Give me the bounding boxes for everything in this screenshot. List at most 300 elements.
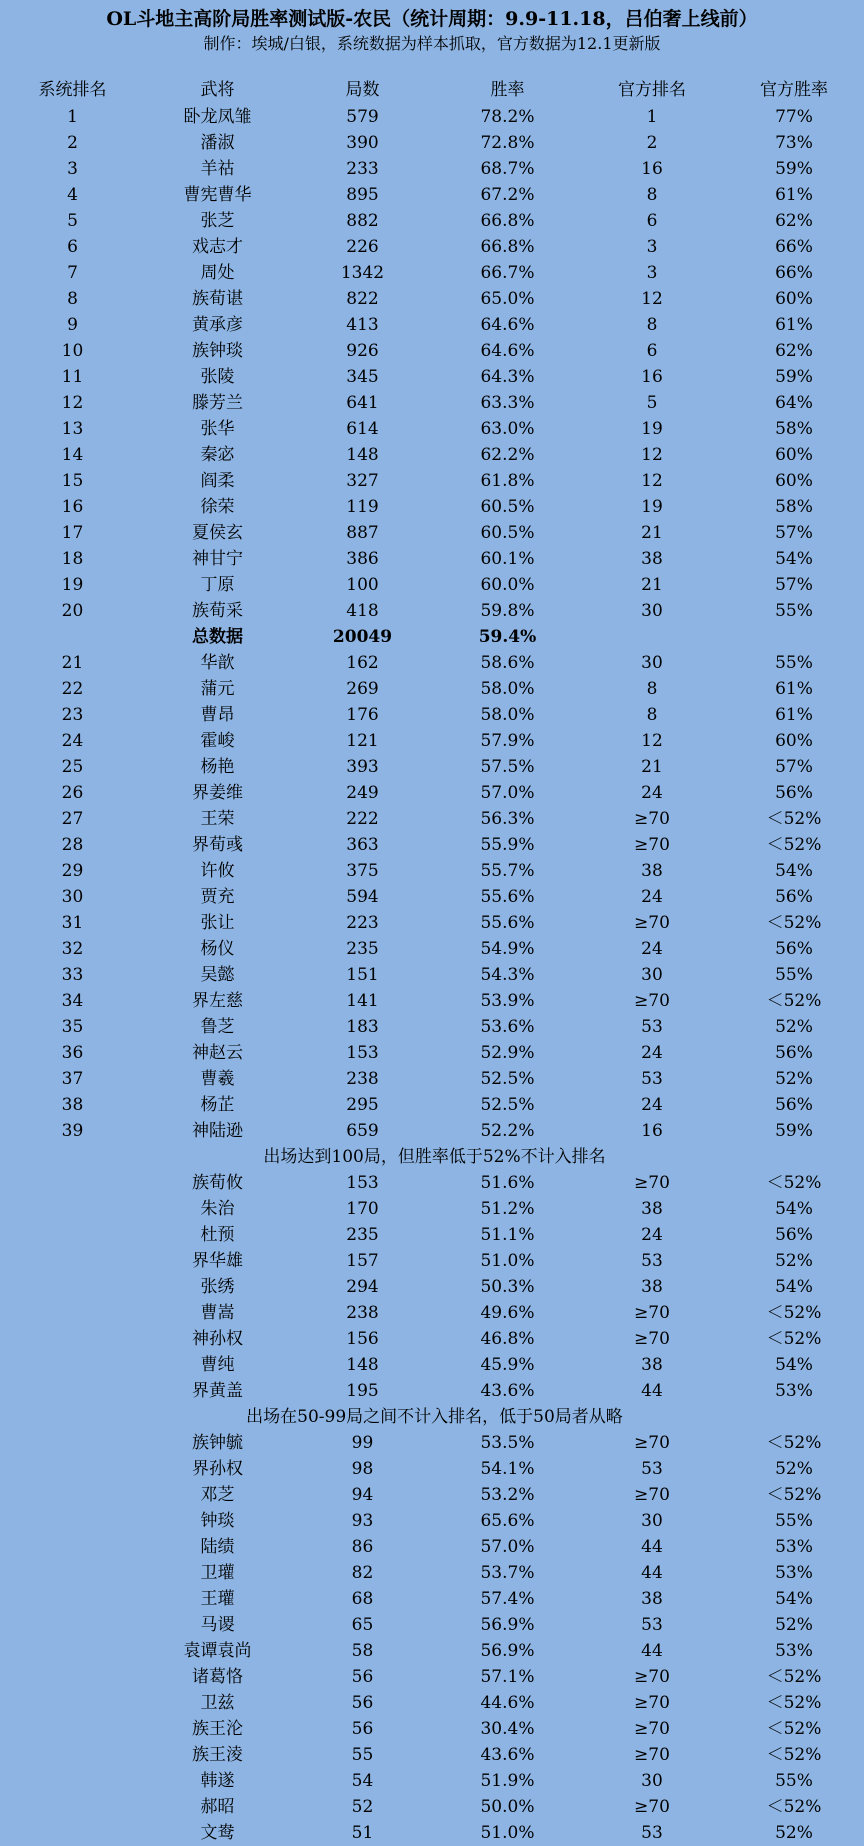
hero-cell: 丁原 [200,575,235,595]
official-rank-cell: 24 [641,887,663,907]
official-rank-cell: 53 [641,1823,663,1843]
official-winrate-cell: 58% [775,497,813,517]
winrate-cell: 65.6% [480,1511,535,1531]
games-cell: 58 [351,1641,374,1661]
table-row [0,1742,864,1768]
hero-cell: 陆绩 [200,1537,235,1557]
official-rank-cell: 16 [641,159,663,179]
hero-cell: 神陆逊 [192,1121,243,1141]
table-row [0,936,864,962]
games-cell: 99 [351,1433,374,1453]
official-rank-cell: 44 [641,1381,663,1401]
rank-cell: 5 [67,211,78,231]
rank-cell [0,1196,145,1222]
rank-cell: 19 [61,575,84,595]
winrate-cell: 57.1% [480,1667,535,1687]
rank-cell: 31 [61,913,84,933]
winrate-cell: 72.8% [480,133,535,153]
table-row [0,754,864,780]
table-row [0,988,864,1014]
winrate-cell: 51.0% [480,1251,535,1271]
hero-cell: 曹羲 [200,1069,235,1089]
official-winrate-cell: 61% [775,679,813,699]
low-winrate-rows [0,1170,864,1404]
official-winrate-cell: 52% [775,1459,813,1479]
official-winrate-cell: 53% [775,1381,813,1401]
rank-cell: 23 [61,705,84,725]
games-cell: 295 [346,1095,379,1115]
rank-cell: 35 [61,1017,84,1037]
winrate-cell: 64.6% [480,315,535,335]
official-winrate-cell: 54% [775,549,813,569]
games-cell: 68 [351,1589,374,1609]
official-rank-cell: 8 [646,679,658,699]
hero-cell: 袁谭袁尚 [183,1641,252,1661]
winrate-cell: 58.0% [480,679,535,699]
rank-cell: 27 [61,809,84,829]
official-winrate-cell: 56% [775,1043,813,1063]
rank-cell [0,1560,145,1586]
winrate-cell: 52.9% [480,1043,535,1063]
winrate-cell: 57.5% [480,757,535,777]
winrate-cell: 55.9% [480,835,535,855]
winrate-cell: 45.9% [480,1355,535,1375]
hero-cell: 神孙权 [192,1329,243,1349]
games-cell: 94 [351,1485,374,1505]
official-winrate-cell: 52% [775,1017,813,1037]
hero-cell: 界姜维 [192,783,243,803]
winrate-cell: 78.2% [480,107,535,127]
official-rank-cell: 53 [641,1069,663,1089]
official-winrate-cell: 55% [775,653,813,673]
official-rank-cell: ≥70 [634,1433,670,1453]
table-row [0,1118,864,1144]
official-winrate-cell: 52% [775,1069,813,1089]
games-cell: 895 [346,185,379,205]
official-winrate-cell: ＜52% [766,835,822,855]
winrate-cell: 52.5% [480,1095,535,1115]
official-rank-cell: 38 [641,549,663,569]
official-winrate-cell: 55% [775,1511,813,1531]
winrate-cell: 65.0% [480,289,535,309]
hero-cell: 朱治 [200,1199,235,1219]
winrate-cell: 43.6% [480,1381,535,1401]
official-rank-cell: ≥70 [634,1797,670,1817]
games-cell: 393 [346,757,379,777]
rank-cell: 39 [61,1121,84,1141]
hero-cell: 族钟琰 [192,341,243,361]
rank-cell [0,1300,145,1326]
official-winrate-cell: 77% [775,107,813,127]
hero-cell: 界左慈 [192,991,243,1011]
games-cell: 579 [346,107,379,127]
table-row [0,1300,864,1326]
hero-cell: 界华雄 [192,1251,243,1271]
winrate-cell: 52.5% [480,1069,535,1089]
rank-cell [0,1820,145,1846]
games-cell: 363 [346,835,379,855]
rank-cell: 1 [67,107,78,127]
games-cell: 195 [346,1381,379,1401]
winrate-cell: 53.6% [480,1017,535,1037]
rank-cell [0,1352,145,1378]
rank-cell: 37 [61,1069,84,1089]
table-cell [724,1404,864,1430]
winrate-cell: 49.6% [480,1303,535,1323]
hero-cell: 张华 [200,419,235,439]
rank-cell [0,1794,145,1820]
winrate-cell: 55.6% [480,887,535,907]
hero-cell: 张芝 [200,211,235,231]
rank-cell: 13 [61,419,84,439]
official-rank-cell: 53 [641,1251,663,1271]
table-cell [580,624,724,650]
games-cell: 345 [346,367,379,387]
rank-cell [0,1378,145,1404]
games-cell: 153 [346,1043,379,1063]
games-cell: 100 [346,575,379,595]
games-cell: 141 [346,991,379,1011]
rank-cell [0,1274,145,1300]
winrate-cell: 56.3% [480,809,535,829]
hero-cell: 族荀攸 [192,1173,243,1193]
table-row [0,104,864,130]
hero-cell: 蒲元 [200,679,235,699]
games-cell: 238 [346,1069,379,1089]
total-label: 总数据 [192,627,243,647]
hero-cell: 黄承彦 [192,315,243,335]
section-note-row [0,1404,864,1430]
games-cell: 65 [351,1615,374,1635]
official-winrate-cell: 52% [775,1615,813,1635]
rank-cell: 34 [61,991,84,1011]
official-rank-cell: 24 [641,939,663,959]
official-winrate-cell: 61% [775,315,813,335]
games-cell: 614 [346,419,379,439]
hero-cell: 曹纯 [200,1355,235,1375]
winrate-cell: 64.3% [480,367,535,387]
hero-cell: 霍峻 [200,731,235,751]
table-row [0,286,864,312]
column-header: 局数 [345,80,380,100]
rank-cell: 20 [61,601,84,621]
table-row [0,182,864,208]
official-winrate-cell: 52% [775,1251,813,1271]
official-rank-cell: ≥70 [634,1485,670,1505]
games-cell: 235 [346,939,379,959]
official-winrate-cell: 66% [775,237,813,257]
winrate-cell: 53.7% [480,1563,535,1583]
table-row [0,156,864,182]
winrate-cell: 66.8% [480,211,535,231]
games-cell: 238 [346,1303,379,1323]
winrate-cell: 51.2% [480,1199,535,1219]
games-cell: 235 [346,1225,379,1245]
rank-cell: 12 [61,393,84,413]
hero-cell: 张让 [200,913,235,933]
winrate-cell: 50.0% [480,1797,535,1817]
official-rank-cell: 38 [641,1355,663,1375]
games-cell: 183 [346,1017,379,1037]
table-row [0,546,864,572]
note-row-group-2 [0,1404,864,1430]
official-winrate-cell: ＜52% [766,809,822,829]
table-row [0,1326,864,1352]
games-cell: 54 [351,1771,374,1791]
hero-cell: 界孙权 [192,1459,243,1479]
games-cell: 375 [346,861,379,881]
official-winrate-cell: 61% [775,705,813,725]
hero-cell: 马谡 [200,1615,235,1635]
table-row [0,1040,864,1066]
hero-cell: 王瓘 [200,1589,235,1609]
rank-cell [0,1638,145,1664]
hero-cell: 周处 [200,263,235,283]
rank-cell [0,1716,145,1742]
rank-cell: 17 [61,523,84,543]
official-winrate-cell: 57% [775,757,813,777]
table-row [0,1066,864,1092]
rank-cell: 26 [61,783,84,803]
official-rank-cell: 24 [641,1225,663,1245]
official-rank-cell: 38 [641,1589,663,1609]
games-cell: 176 [346,705,379,725]
hero-cell: 滕芳兰 [192,393,243,413]
table-row [0,1222,864,1248]
official-winrate-cell: 56% [775,1225,813,1245]
official-winrate-cell: ＜52% [766,1797,822,1817]
hero-cell: 卧龙凤雏 [183,107,252,127]
official-winrate-cell: ＜52% [766,1433,822,1453]
rank-cell: 38 [61,1095,84,1115]
official-winrate-cell: 59% [775,367,813,387]
hero-cell: 卫瓘 [200,1563,235,1583]
table-row [0,130,864,156]
section-note: 出场在50-99局之间不计入排名，低于50局者从略 [246,1407,623,1427]
official-winrate-cell: 53% [775,1537,813,1557]
table-row [0,1092,864,1118]
rank-cell [0,1612,145,1638]
table-row [0,962,864,988]
column-header: 系统排名 [38,80,107,100]
games-cell: 222 [346,809,379,829]
table-row [0,1482,864,1508]
official-rank-cell: 12 [641,445,663,465]
official-rank-cell: 8 [646,185,658,205]
official-winrate-cell: 53% [775,1563,813,1583]
official-winrate-cell: 60% [775,445,813,465]
table-row [0,1196,864,1222]
table-row [0,1170,864,1196]
games-cell: 390 [346,133,379,153]
table-row [0,260,864,286]
hero-cell: 张绣 [200,1277,235,1297]
column-header: 胜率 [490,80,525,100]
official-winrate-cell: 57% [775,575,813,595]
games-cell: 233 [346,159,379,179]
winrate-cell: 54.3% [480,965,535,985]
official-winrate-cell: 62% [775,341,813,361]
official-rank-cell: ≥70 [634,1173,670,1193]
official-rank-cell: 5 [646,393,658,413]
column-header: 武将 [200,80,235,100]
winrate-cell: 63.3% [480,393,535,413]
official-rank-cell: 19 [641,419,663,439]
rank-cell: 15 [61,471,84,491]
hero-cell: 神赵云 [192,1043,243,1063]
official-rank-cell: 12 [641,471,663,491]
games-cell: 93 [351,1511,374,1531]
official-winrate-cell: 52% [775,1823,813,1843]
winrate-cell: 56.9% [480,1641,535,1661]
hero-cell: 郝昭 [200,1797,235,1817]
official-winrate-cell: 73% [775,133,813,153]
rank-cell [0,1586,145,1612]
table-row [0,910,864,936]
total-games: 20049 [332,627,393,647]
games-cell: 121 [346,731,379,751]
rank-cell: 9 [67,315,78,335]
hero-cell: 王荣 [200,809,235,829]
official-winrate-cell: 56% [775,783,813,803]
games-cell: 170 [346,1199,379,1219]
rank-cell [0,1664,145,1690]
rank-cell: 7 [67,263,78,283]
games-cell: 52 [351,1797,374,1817]
official-winrate-cell: 64% [775,393,813,413]
games-cell: 156 [346,1329,379,1349]
winrate-cell: 60.5% [480,523,535,543]
rank-cell [0,1768,145,1794]
official-rank-cell: 2 [646,133,658,153]
rank-cell: 18 [61,549,84,569]
table-row [0,520,864,546]
hero-cell: 钟琰 [200,1511,235,1531]
games-cell: 294 [346,1277,379,1297]
official-winrate-cell: 61% [775,185,813,205]
hero-cell: 夏侯玄 [192,523,243,543]
official-winrate-cell: 55% [775,965,813,985]
official-winrate-cell: ＜52% [766,1329,822,1349]
official-rank-cell: 16 [641,1121,663,1141]
official-winrate-cell: 54% [775,861,813,881]
table-row [0,832,864,858]
hero-cell: 曹嵩 [200,1303,235,1323]
rank-cell: 4 [67,185,78,205]
table-row [0,1664,864,1690]
total-row [0,624,864,650]
winrate-table [0,76,864,1846]
section-note-row [0,1144,864,1170]
table-row [0,1820,864,1846]
games-cell: 641 [346,393,379,413]
rank-cell [0,1482,145,1508]
official-rank-cell: ≥70 [634,1745,670,1765]
winrate-cell: 54.9% [480,939,535,959]
official-rank-cell: 6 [646,341,658,361]
rank-cell: 22 [61,679,84,699]
table-row [0,676,864,702]
hero-cell: 吴懿 [200,965,235,985]
official-rank-cell: 38 [641,861,663,881]
official-winrate-cell: ＜52% [766,1173,822,1193]
hero-cell: 徐荣 [200,497,235,517]
winrate-cell: 57.0% [480,1537,535,1557]
winrate-cell: 67.2% [480,185,535,205]
ranked-rows [0,104,864,624]
page-title: OL斗地主高阶局胜率测试版-农民（统计周期：9.9-11.18，吕伯奢上线前） [106,8,758,30]
column-header: 官方排名 [618,80,686,100]
rank-cell: 33 [61,965,84,985]
rank-cell: 36 [61,1043,84,1063]
table-row [0,442,864,468]
rank-cell: 2 [67,133,78,153]
official-rank-cell: 19 [641,497,663,517]
rank-cell [0,1534,145,1560]
total-row-group [0,624,864,650]
official-winrate-cell: 66% [775,263,813,283]
official-winrate-cell: ＜52% [766,1719,822,1739]
official-rank-cell: 6 [646,211,658,231]
table-row [0,1352,864,1378]
games-cell: 157 [346,1251,379,1271]
official-winrate-cell: 53% [775,1641,813,1661]
winrate-cell: 51.0% [480,1823,535,1843]
games-cell: 327 [346,471,379,491]
rank-cell: 8 [67,289,78,309]
winrate-cell: 52.2% [480,1121,535,1141]
table-cell [0,624,145,650]
official-rank-cell: 12 [641,731,663,751]
official-rank-cell: 21 [641,575,663,595]
table-row [0,858,864,884]
table-row [0,208,864,234]
official-rank-cell: 38 [641,1199,663,1219]
table-row [0,416,864,442]
official-rank-cell: ≥70 [634,809,670,829]
table-row [0,780,864,806]
official-winrate-cell: ＜52% [766,913,822,933]
hero-cell: 卫兹 [200,1693,235,1713]
games-cell: 153 [346,1173,379,1193]
hero-cell: 阎柔 [200,471,235,491]
table-row [0,1430,864,1456]
official-winrate-cell: 54% [775,1199,813,1219]
winrate-cell: 51.9% [480,1771,535,1791]
official-rank-cell: 53 [641,1615,663,1635]
hero-cell: 界荀彧 [192,835,243,855]
table-cell [724,624,864,650]
official-rank-cell: ≥70 [634,1719,670,1739]
rank-cell [0,1326,145,1352]
winrate-cell: 56.9% [480,1615,535,1635]
games-cell: 148 [346,445,379,465]
hero-cell: 华歆 [200,653,235,673]
games-cell: 56 [351,1693,374,1713]
hero-cell: 张陵 [200,367,235,387]
winrate-cell: 66.7% [480,263,535,283]
table-row [0,728,864,754]
winrate-cell: 53.5% [480,1433,535,1453]
table-row [0,390,864,416]
rank-cell [0,1742,145,1768]
official-winrate-cell: 55% [775,1771,813,1791]
official-winrate-cell: 55% [775,601,813,621]
rank-cell [0,1170,145,1196]
table-row [0,1794,864,1820]
winrate-cell: 51.6% [480,1173,535,1193]
hero-cell: 杨艳 [200,757,235,777]
